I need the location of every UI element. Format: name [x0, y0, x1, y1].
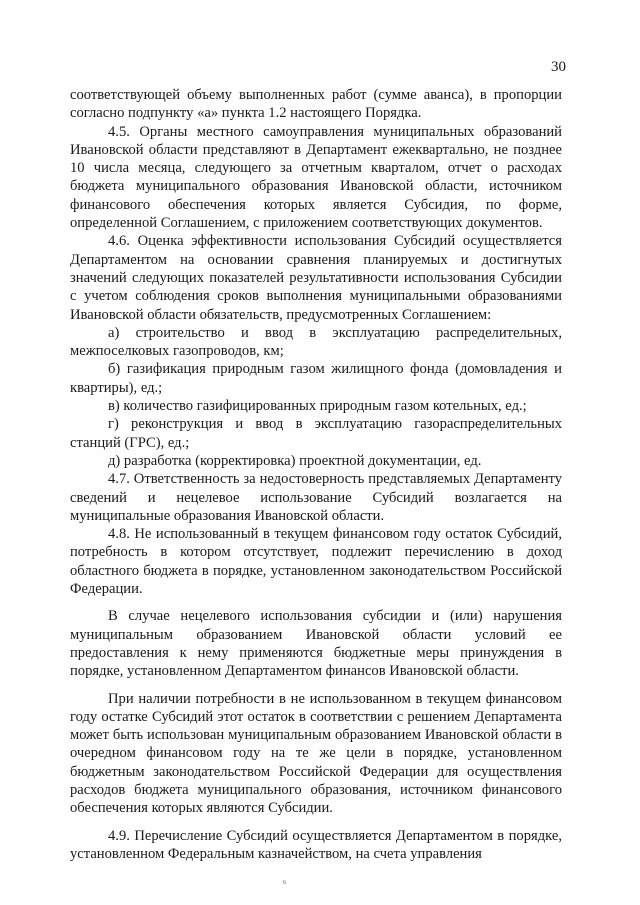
- footer-mark: 6: [283, 880, 286, 886]
- paragraph-4-6: 4.6. Оценка эффективности использования Субсидий осуществляется Департаментом на основании сравнения планируемых и достигнутых значений следующих показателей результативности использования Субсидии с учетом соблюдения сроков выполнения муниципальными образованиями Ивановской области обязательств, предусмотренных Соглашением:: [70, 233, 562, 323]
- indicator-list: [70, 324, 562, 470]
- paragraph-intro: соответствующей объему выполненных работ (сумме аванса), в пропорции согласно подпункту «а» пункта 1.2 настоящего Порядка.: [70, 87, 562, 122]
- paragraph-misuse: В случае нецелевого использования субсидии и (или) нарушения муниципальным образованием Ивановской области условий ее предоставления к нему применяются бюджетные меры принуждения в порядке, установленном Департаментом финансов Ивановской области.: [70, 608, 562, 680]
- paragraph-4-8: 4.8. Не использованный в текущем финансовом году остаток Субсидий, потребность в котором отсутствует, подлежит перечислению в доход областного бюджета в порядке, установленном законодательством Российской Федерации.: [70, 526, 562, 598]
- page-number: 30: [551, 59, 566, 75]
- list-item: д) разработка (корректировка) проектной документации, ед.: [108, 452, 482, 469]
- list-item: в) количество газифицированных природным газом котельных, ед.;: [108, 398, 527, 415]
- paragraph-unused-balance: При наличии потребности в не использованном в текущем финансовом году остатке Субсидий этот остаток в соответствии с решением Департамента может быть использован муниципальным образованием Ивановской области в очередном финансовом году на те же цели в порядке, установленном бюджетным законодательством Российской Федерации для осуществления расходов бюджета муниципального образования, источником финансового обеспечения которых являются Субсидии.: [70, 690, 562, 817]
- list-item: б) газификация природным газом жилищного фонда (домовладения и квартиры), ед.;: [70, 361, 562, 396]
- paragraph-4-5: 4.5. Органы местного самоуправления муниципальных образований Ивановской области представляют в Департамент ежеквартально, не позднее 10 числа месяца, следующего за отчетным кварталом, отчет о расходах бюджета муниципального образования Ивановской области, источником финансового обеспечения которых является Субсидия, по форме, определенной Соглашением, с приложением соответствующих документов.: [70, 123, 562, 232]
- paragraph-4-9: 4.9. Перечисление Субсидий осуществляется Департаментом в порядке, установленном Федеральным казначейством, на счета управления: [70, 827, 562, 862]
- document-body: [70, 86, 562, 863]
- list-item: а) строительство и ввод в эксплуатацию распределительных, межпоселковых газопроводов, км;: [70, 324, 562, 360]
- list-item: г) реконструкция и ввод в эксплуатацию газораспределительных станций (ГРС), ед.;: [70, 416, 562, 451]
- paragraph-4-7: 4.7. Ответственность за недостоверность представляемых Департаменту сведений и нецелевое использование Субсидий возлагается на муниципальные образования Ивановской области.: [70, 471, 562, 524]
